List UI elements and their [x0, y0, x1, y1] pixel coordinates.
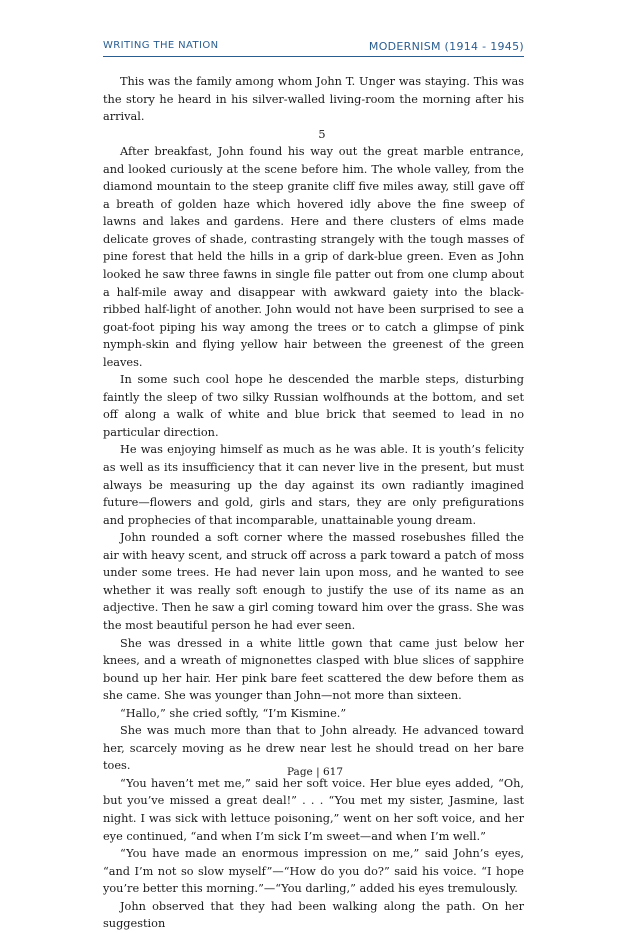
paragraph: After breakfast, John found his way out the great marble entrance, and looked curiously at the scene before him. The whole valley, from the diamond mountain to the steep granite cliff five miles away, still gave off a breath of golden haze which hovered idly above the fine sweep of lawns and lakes and gardens. Here and there clusters of elms made delicate groves of shade, contrasting strangely with the tough masses of pine forest that held the hills in a grip of dark-blue green. Even as John looked he saw three fawns in single file patter out from one clump about a half-mile away and disappear with awkward gaiety into the black-ribbed half-light of another. John would not have been surprised to see a goat-foot piping his way among the trees or to catch a glimpse of pink nymph-skin and flying yellow hair between the greenest of the green leaves. [103, 145, 524, 369]
running-header-right: MODERNISM (1914 - 1945) [368, 40, 524, 53]
paragraph: “Hallo,” she cried softly, “I’m Kismine.” [120, 706, 347, 720]
paragraph: “You haven’t met me,” said her soft voice. Her blue eyes added, “Oh, but you’ve missed a great deal!” . . . “You met my sister, Jasmine, last night. I was sick with lettuce poisoning,” went on her soft voice, and her eye continued, “and when I’m sick I’m sweet—and when I’m well.” [103, 776, 524, 843]
paragraph: She was much more than that to John already. He advanced toward her, scarcely moving as he drew near lest he should tread on her bare toes. [103, 724, 524, 773]
running-header-left: WRITING THE NATION [103, 40, 219, 51]
paragraph: John observed that they had been walking along the path. On her suggestion [103, 899, 524, 931]
paragraph: She was dressed in a white little gown that came just below her knees, and a wreath of mignonettes clasped with blue slices of sapphire bound up her hair. Her pink bare feet scattered the dew before them as she came. She was younger than John—not more than sixteen. [103, 636, 524, 703]
intro-paragraph: This was the family among whom John T. Unger was staying. This was the story he heard in his silver-walled living-room the morning after his arrival. [103, 75, 524, 124]
body-text [103, 73, 524, 933]
paragraph: John rounded a soft corner where the massed rosebushes filled the air with heavy scent, and struck off across a park toward a patch of moss under some trees. He had never lain upon moss, and he wanted to see whether it was really soft enough to justify the use of its name as an adjective. Then he saw a girl coming toward him over the grass. She was the most beautiful person he had ever seen. [103, 531, 524, 632]
section-number: 5 [318, 127, 326, 141]
paragraph: “You have made an enormous impression on me,” said John’s eyes, “and I’m not so slow myself”—“How do you do?” said his voice. “I hope you’re better this morning.”—“You darling,” added his eyes tremulously. [103, 847, 524, 896]
header-rule [103, 56, 524, 57]
paragraph: He was enjoying himself as much as he was able. It is youth’s felicity as well as its insufficiency that it can never live in the present, but must always be measuring up the day against its own radiantly imagined future—flowers and gold, girls and stars, they are only prefigurations and prophecies of that incomparable, unattainable young dream. [103, 443, 524, 527]
page-footer: Page | 617 [286, 766, 344, 778]
paragraph: In some such cool hope he descended the marble steps, disturbing faintly the sleep of two silky Russian wolfhounds at the bottom, and set off along a walk of white and blue brick that seemed to lead in no particular direction. [103, 373, 524, 439]
